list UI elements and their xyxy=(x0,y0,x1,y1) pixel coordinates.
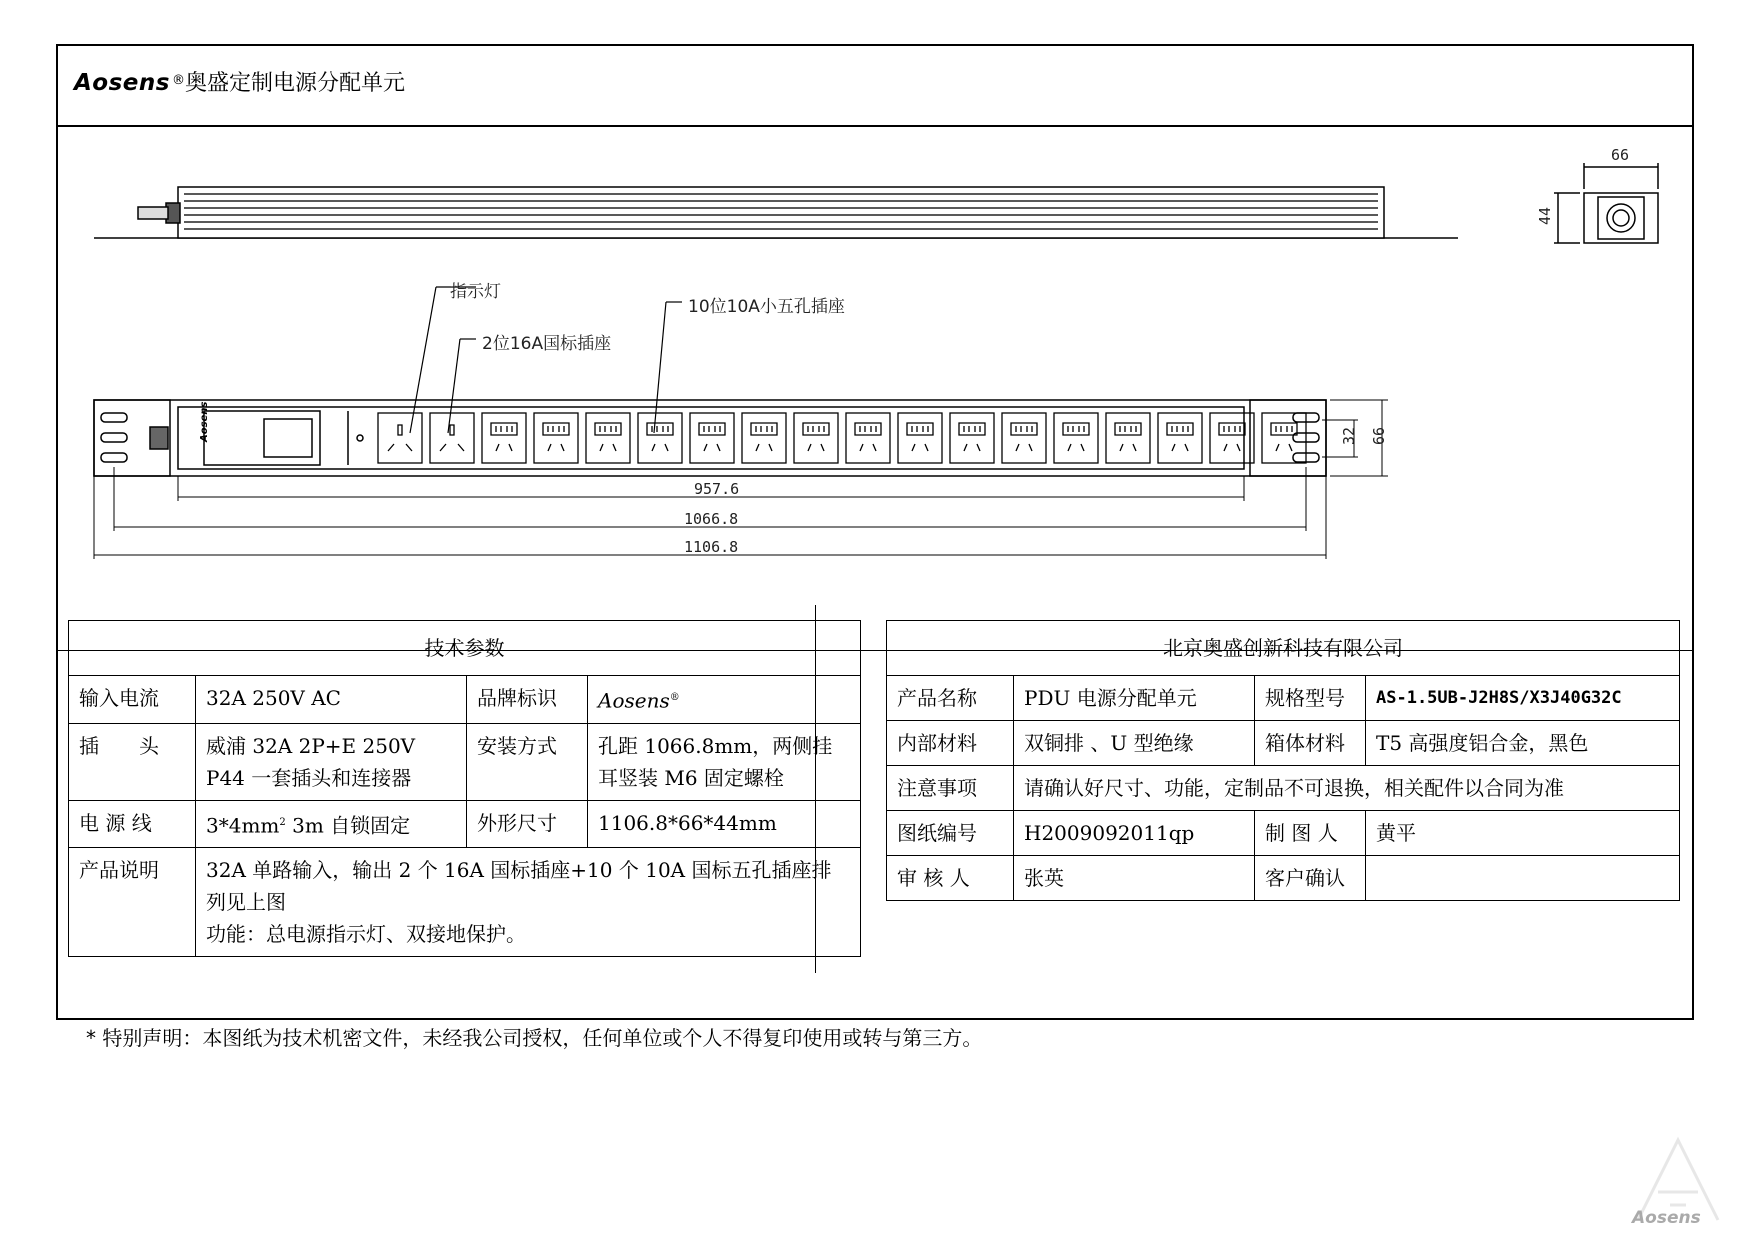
case-material-label: 箱体材料 xyxy=(1255,721,1366,766)
dim-socket-span: 957.6 xyxy=(694,480,740,498)
callout-leaders xyxy=(410,287,682,433)
product-value: PDU 电源分配单元 xyxy=(1014,676,1255,721)
cord-value-a: 3*4mm xyxy=(206,813,280,838)
socket-10a-five-hole xyxy=(586,413,630,463)
socket-10a-pins xyxy=(751,423,777,451)
install-label: 安装方式 xyxy=(467,723,588,800)
confidentiality-notice: * 特别声明：本图纸为技术机密文件，未经我公司授权，任何单位或个人不得复印使用或转与第三方。 xyxy=(86,1026,983,1050)
socket-16a xyxy=(430,413,474,463)
socket-10a-five-hole xyxy=(794,413,838,463)
dim-face-height: 66 xyxy=(1370,426,1388,445)
drafter-label: 制 图 人 xyxy=(1255,811,1366,856)
note-label: 注意事项 xyxy=(887,766,1014,811)
customer-confirm-value xyxy=(1366,856,1680,901)
drawing-no-value: H2009092011qp xyxy=(1014,811,1255,856)
desc-label: 产品说明 xyxy=(69,848,196,957)
company-table-caption: 北京奥盛创新科技有限公司 xyxy=(887,621,1680,676)
cord-label: 电 源 线 xyxy=(69,800,196,848)
callout-10a-sockets: 10位10A小五孔插座 xyxy=(688,297,845,317)
socket-10a-pins xyxy=(491,423,517,451)
socket-10a-pins xyxy=(959,423,985,451)
brand xyxy=(74,66,405,97)
size-label: 外形尺寸 xyxy=(467,800,588,848)
drawing-no-label: 图纸编号 xyxy=(887,811,1014,856)
plug-label: 插 头 xyxy=(69,723,196,800)
brand-value-reg: ® xyxy=(669,692,680,703)
socket-10a-pins xyxy=(1167,423,1193,451)
socket-10a-five-hole xyxy=(1262,413,1306,463)
callout-16a-sockets: 2位16A国标插座 xyxy=(482,334,612,354)
front-view xyxy=(94,400,1326,476)
tech-table-caption: 技术参数 xyxy=(69,621,861,676)
socket-10a-pins xyxy=(699,423,725,451)
socket-10a-five-hole xyxy=(846,413,890,463)
cord-value-b: 3m 自锁固定 xyxy=(285,813,411,838)
cord-value-sup: 2 xyxy=(279,816,286,828)
input-current-label: 输入电流 xyxy=(69,676,196,724)
socket-10a-five-hole xyxy=(742,413,786,463)
case-material-value: T5 高强度铝合金，黑色 xyxy=(1366,721,1680,766)
document-title: 奥盛定制电源分配单元 xyxy=(184,71,405,96)
socket-10a-five-hole xyxy=(1002,413,1046,463)
cord-value xyxy=(196,800,467,848)
socket-10a-five-hole xyxy=(950,413,994,463)
socket-10a-pins xyxy=(1115,423,1141,451)
socket-10a-pins xyxy=(543,423,569,451)
socket-row xyxy=(378,413,1306,463)
dim-hole-spacing: 1066.8 xyxy=(684,510,739,528)
socket-10a-five-hole xyxy=(1054,413,1098,463)
registered-mark: ® xyxy=(171,72,185,88)
socket-10a-five-hole xyxy=(482,413,526,463)
socket-10a-pins xyxy=(907,423,933,451)
desc-line-1: 32A 单路输入，输出 2 个 16A 国标插座+10 个 10A 国标五孔插座排列见上图 xyxy=(206,858,832,915)
brand-label: 品牌标识 xyxy=(467,676,588,724)
desc-value xyxy=(196,848,861,957)
side-view xyxy=(1554,163,1658,243)
socket-10a-pins xyxy=(1011,423,1037,451)
reviewer-label: 审 核 人 xyxy=(887,856,1014,901)
dim-overall-length: 1106.8 xyxy=(684,538,739,556)
model-label: 规格型号 xyxy=(1255,676,1366,721)
reviewer-value: 张英 xyxy=(1014,856,1255,901)
socket-10a-pins xyxy=(1219,423,1245,451)
socket-10a-pins xyxy=(647,423,673,451)
socket-10a-five-hole xyxy=(638,413,682,463)
plug-value: 威浦 32A 2P+E 250V P44 一套插头和连接器 xyxy=(196,723,467,800)
input-current-value: 32A 250V AC xyxy=(196,676,467,724)
socket-10a-pins xyxy=(855,423,881,451)
note-value: 请确认好尺寸、功能，定制品不可退换，相关配件以合同为准 xyxy=(1014,766,1680,811)
socket-10a-pins xyxy=(803,423,829,451)
brand-value xyxy=(588,676,861,724)
company-info-table xyxy=(886,620,1680,901)
socket-16a-pins xyxy=(388,425,412,451)
watermark-text: Aosens xyxy=(1632,1208,1701,1228)
socket-10a-five-hole xyxy=(690,413,734,463)
socket-10a-five-hole xyxy=(898,413,942,463)
brand-value-text: Aosens xyxy=(598,688,670,713)
title-bar xyxy=(58,46,1692,127)
socket-16a xyxy=(378,413,422,463)
dimension-lines xyxy=(94,400,1388,559)
socket-10a-five-hole xyxy=(1106,413,1150,463)
desc-line-2: 功能：总电源指示灯、双接地保护。 xyxy=(206,922,526,947)
model-value: AS-1.5UB-J2H8S/X3J40G32C xyxy=(1366,676,1680,721)
socket-10a-pins xyxy=(595,423,621,451)
product-label: 产品名称 xyxy=(887,676,1014,721)
socket-16a-pins xyxy=(440,425,464,451)
install-value: 孔距 1066.8mm，两侧挂耳竖装 M6 固定螺栓 xyxy=(588,723,861,800)
tech-spec-table xyxy=(68,620,861,957)
top-view xyxy=(94,187,1458,238)
socket-10a-five-hole xyxy=(1158,413,1202,463)
socket-10a-five-hole xyxy=(534,413,578,463)
size-value: 1106.8*66*44mm xyxy=(588,800,861,848)
socket-10a-five-hole xyxy=(1210,413,1254,463)
dim-mount-hole: 32 xyxy=(1340,426,1358,445)
dim-side-height: 44 xyxy=(1536,206,1554,225)
technical-drawing xyxy=(58,127,1692,651)
module-label: Aosens xyxy=(199,401,210,442)
drafter-value: 黄平 xyxy=(1366,811,1680,856)
socket-10a-pins xyxy=(1063,423,1089,451)
brand-logo: Aosens xyxy=(74,70,170,96)
dim-side-width: 66 xyxy=(1611,146,1630,164)
inner-material-label: 内部材料 xyxy=(887,721,1014,766)
pdu-drawing-svg xyxy=(58,127,1692,649)
customer-confirm-label: 客户确认 xyxy=(1255,856,1366,901)
inner-material-value: 双铜排 、U 型绝缘 xyxy=(1014,721,1255,766)
callout-indicator: 指示灯 xyxy=(450,282,501,302)
